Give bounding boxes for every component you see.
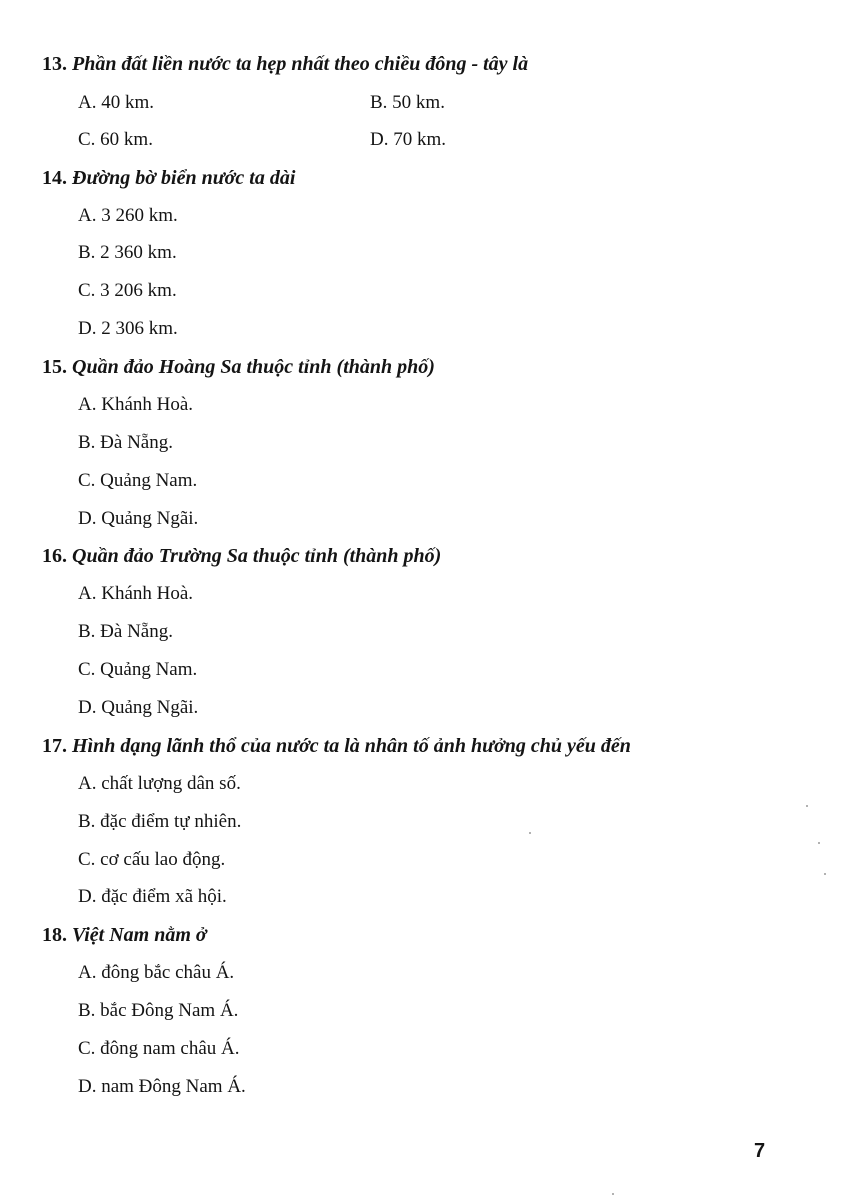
option-d: D. nam Đông Nam Á.: [78, 1076, 246, 1097]
option-c: C. Quảng Nam.: [78, 470, 198, 491]
option-b: B. Đà Nẵng.: [78, 621, 173, 642]
option-c: C. đông nam châu Á.: [78, 1038, 240, 1059]
option-c: C. 60 km.: [78, 129, 153, 150]
page-number: 7: [754, 1140, 766, 1162]
question-16: [42, 544, 441, 568]
option-a: A. chất lượng dân số.: [78, 773, 241, 794]
option-b: B. 50 km.: [370, 92, 445, 113]
question-number: 16.: [42, 545, 67, 567]
question-17: [42, 734, 631, 758]
scan-speck: [612, 1193, 614, 1195]
option-a: A. Khánh Hoà.: [78, 583, 194, 604]
option-c: C. 3 206 km.: [78, 280, 177, 301]
scan-speck: [818, 842, 820, 844]
option-d: D. Quảng Ngãi.: [78, 697, 199, 718]
question-number: 13.: [42, 53, 67, 75]
question-text: Việt Nam nằm ở: [72, 924, 207, 946]
option-b: B. Đà Nẵng.: [78, 432, 173, 453]
option-d: D. đặc điểm xã hội.: [78, 886, 227, 907]
question-18: [42, 923, 207, 947]
question-number: 15.: [42, 356, 67, 378]
option-a: A. 40 km.: [78, 92, 154, 113]
scan-speck: [824, 873, 826, 875]
question-14: [42, 166, 295, 190]
scan-speck: [806, 805, 808, 807]
question-text: Hình dạng lãnh thổ của nước ta là nhân tố ảnh hưởng chủ yếu đến: [72, 735, 631, 757]
question-15: [42, 355, 435, 379]
scan-speck: [529, 832, 531, 834]
option-b: B. 2 360 km.: [78, 242, 177, 263]
question-13: [42, 52, 528, 76]
option-d: D. 2 306 km.: [78, 318, 178, 339]
question-text: Đường bờ biển nước ta dài: [72, 167, 296, 189]
option-d: D. 70 km.: [370, 129, 446, 150]
question-number: 14.: [42, 167, 67, 189]
option-c: C. Quảng Nam.: [78, 659, 198, 680]
question-text: Phần đất liền nước ta hẹp nhất theo chiều đông - tây là: [72, 53, 529, 75]
question-text: Quần đảo Hoàng Sa thuộc tỉnh (thành phố): [72, 356, 435, 378]
option-b: B. đặc điểm tự nhiên.: [78, 811, 242, 832]
question-text: Quần đảo Trường Sa thuộc tỉnh (thành phố): [72, 545, 442, 567]
option-d: D. Quảng Ngãi.: [78, 508, 199, 529]
option-a: A. Khánh Hoà.: [78, 394, 194, 415]
option-a: A. 3 260 km.: [78, 205, 178, 226]
option-a: A. đông bắc châu Á.: [78, 962, 235, 983]
question-number: 18.: [42, 924, 67, 946]
option-c: C. cơ cấu lao động.: [78, 849, 226, 870]
option-b: B. bắc Đông Nam Á.: [78, 1000, 239, 1021]
question-number: 17.: [42, 735, 67, 757]
